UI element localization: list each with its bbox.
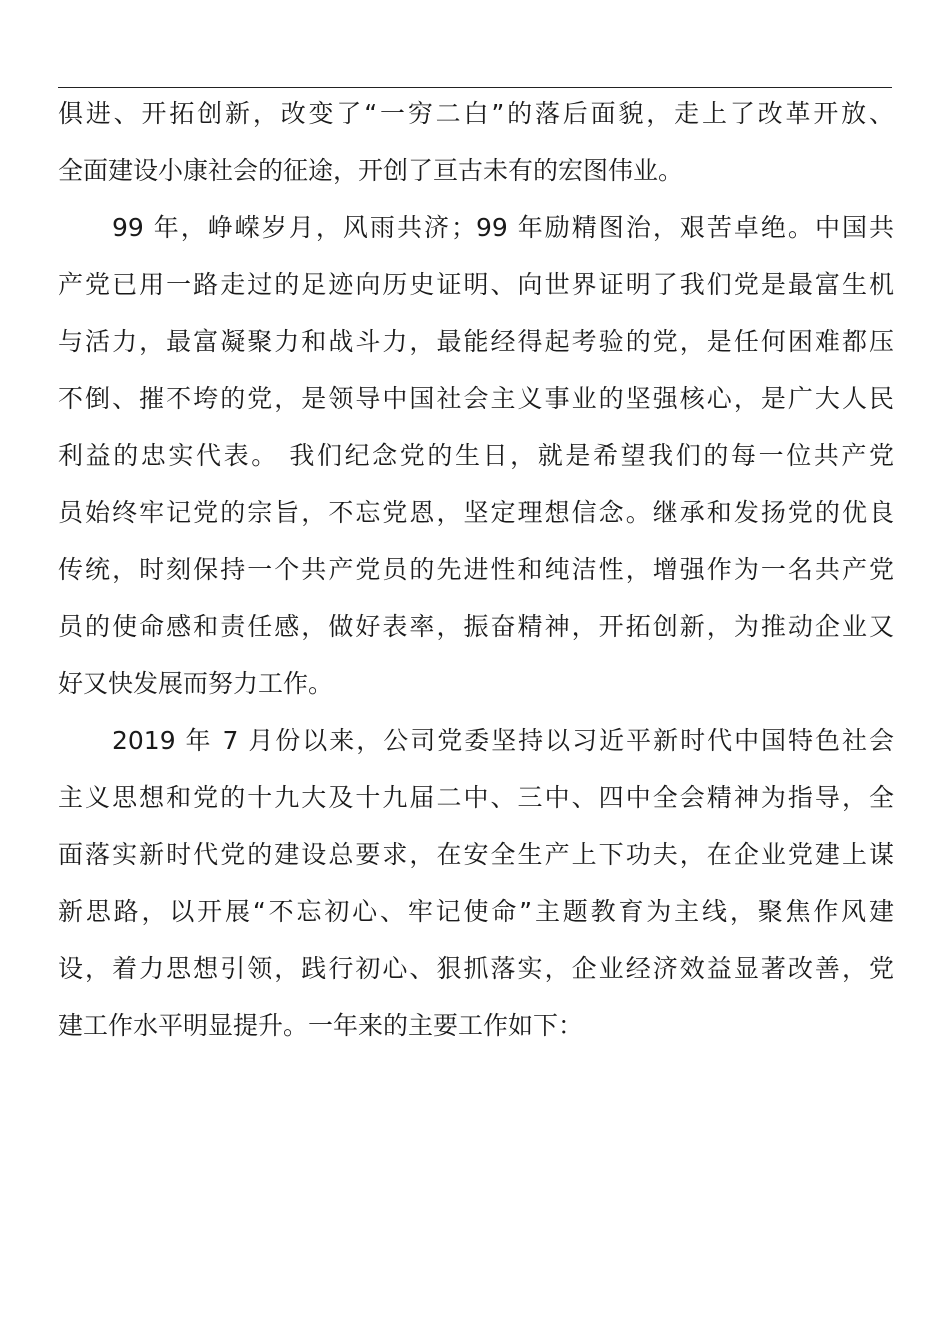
text-line: 与活力，最富凝聚力和战斗力，最能经得起考验的党，是任何困难都压 — [58, 327, 894, 356]
text-line: 员始终牢记党的宗旨，不忘党恩，坚定理想信念。继承和发扬党的优良 — [58, 498, 894, 527]
text-line: 员的使命感和责任感，做好表率，振奋精神，开拓创新，为推动企业又 — [58, 612, 894, 641]
text-line: 设，着力思想引领，践行初心、狠抓落实，企业经济效益显著改善，党 — [58, 954, 894, 983]
text-line: 不倒、摧不垮的党，是领导中国社会主义事业的坚强核心，是广大人民 — [58, 384, 894, 413]
text-line: 建工作水平明显提升。一年来的主要工作如下： — [58, 1011, 584, 1040]
text-line: 99 年，峥嵘岁月，风雨共济；99 年励精图治，艰苦卓绝。中国共 — [112, 213, 894, 242]
text-line: 产党已用一路走过的足迹向历史证明、向世界证明了我们党是最富生机 — [58, 270, 894, 299]
text-line: 主义思想和党的十九大及十九届二中、三中、四中全会精神为指导，全 — [58, 783, 894, 812]
text-line: 面落实新时代党的建设总要求，在安全生产上下功夫，在企业党建上谋 — [58, 840, 894, 869]
text-line: 新思路，以开展“不忘初心、牢记使命”主题教育为主线，聚焦作风建 — [58, 897, 894, 926]
text-line: 好又快发展而努力工作。 — [58, 669, 334, 698]
text-line: 全面建设小康社会的征途，开创了亘古未有的宏图伟业。 — [58, 156, 684, 185]
text-line: 2019 年 7 月份以来，公司党委坚持以习近平新时代中国特色社会 — [112, 726, 894, 755]
document-body — [58, 85, 894, 1054]
text-line: 传统，时刻保持一个共产党员的先进性和纯洁性，增强作为一名共产党 — [58, 555, 894, 584]
text-line: 利益的忠实代表。 我们纪念党的生日，就是希望我们的每一位共产党 — [58, 441, 894, 470]
text-line: 俱进、开拓创新，改变了“一穷二白”的落后面貌，走上了改革开放、 — [58, 99, 894, 128]
